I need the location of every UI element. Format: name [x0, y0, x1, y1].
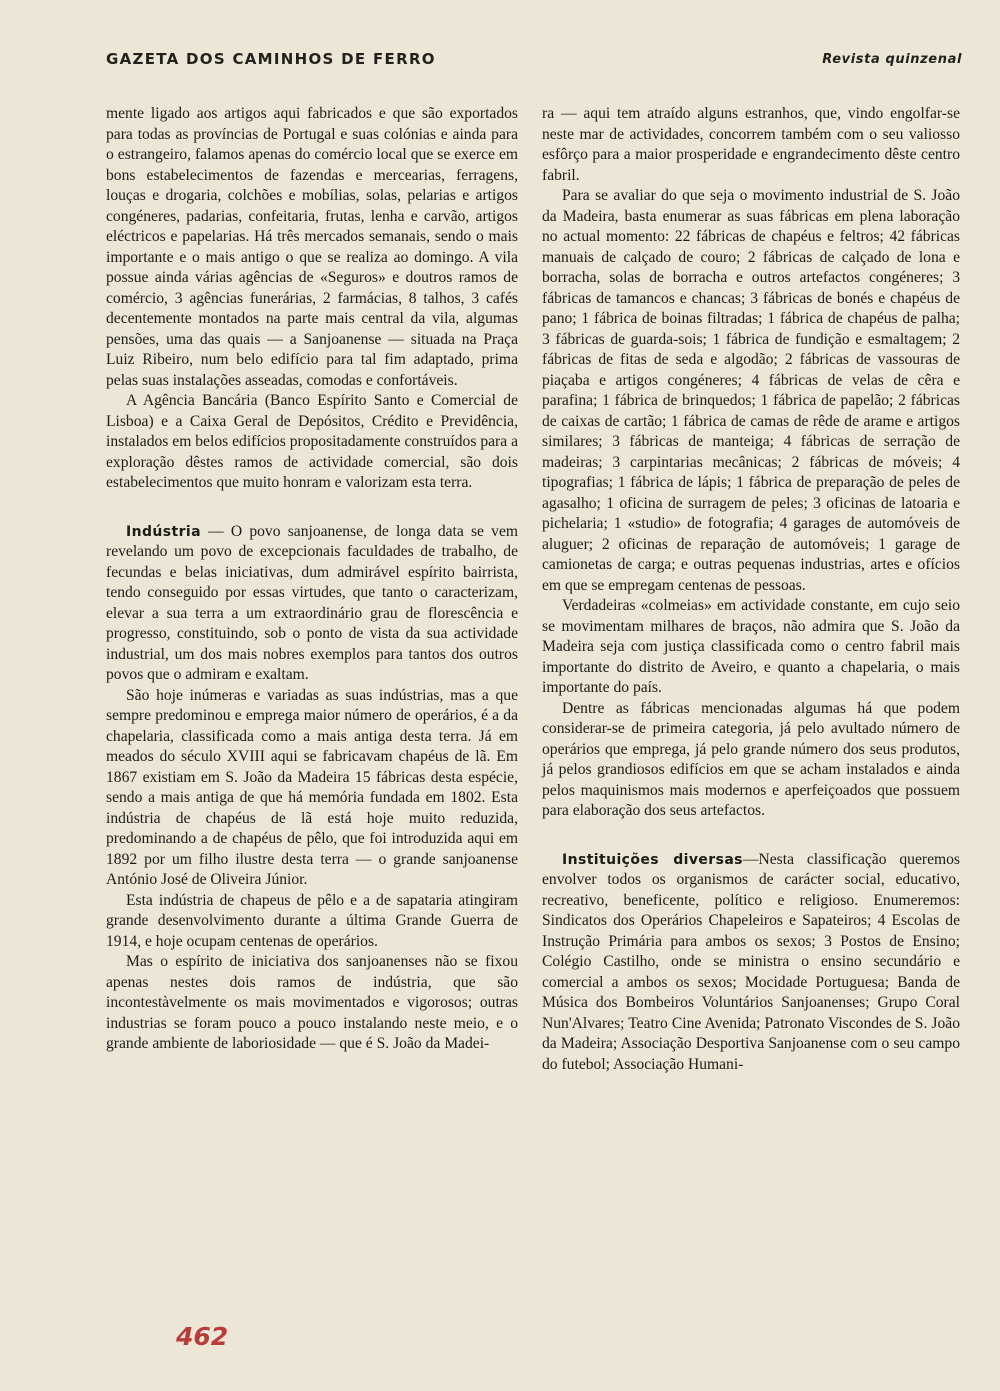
- section-heading-instituicoes: Instituições diversas: [562, 851, 743, 868]
- paragraph-banks: A Agência Bancária (Banco Espírito Santo e Comercial de Lisboa) e a Caixa Geral de Depósitos, Crédito e Previdência, instalados em belos edifícios propositadamente construídos para a exploração dêstes ramos de actividade comercial, são dois estabelecimentos que muito honram e valorizam esta terra.: [106, 392, 518, 491]
- right-column: [542, 104, 960, 1075]
- instituicoes-text: —Nesta classificação queremos envolver todos os organismos de carácter social, educativo, recreativo, beneficente, político e religioso. Enumeremos: Sindicatos dos Operários Chapeleiros e Sapateiros; 4 Escolas de Instrução Primária para ambos os sexos; 3 Postos de Ensino; Colégio Castilho, onde se ministra o ensino secundário e comercial a ambos os sexos; Mocidade Portuguesa; Banda de Música dos Bombeiros Voluntários Sanjoanenses; Grupo Coral Nun'Alvares; Teatro Cine Avenida; Patronato Viscondes de S. João da Madeira; Associação Desportiva Sanjoanense com o seu campo do futebol; Associação Humani-: [542, 850, 961, 1073]
- paragraph-commerce: mente ligado aos artigos aqui fabricados e que são exportados para todas as províncias de Portugal e suas colónias e ainda para o estrangeiro, falamos apenas do comércio local que se exerce em bons estabelecimentos de fazendas e mercearias, ferragens, louças e drogaria, colchões e mobílias, solas, pelarias e artigos congéneres, padarias, confeitaria, frutas, lenha e carvão, artigos eléctricos e papelarias. Há três mercados semanais, sendo o mais importante e o mais antigo o que se realiza ao domingo. A vila possue ainda várias agências de «Seguros» e doutros ramos de comércio, 3 agências funerárias, 2 farmácias, 8 talhos, 3 cafés decentemente montados na parte mais central da vila, algumas pensões, uma das quais — a Sanjoanense — situada na Praça Luiz Ribeiro, num belo edifício para tal fim adaptado, prima pelas suas instalações asseadas, comodas e confortáveis.: [106, 105, 518, 389]
- paragraph-continuation: ra — aqui tem atraído alguns estranhos, que, vindo engolfar-se neste mar de actividades, concorrem também com o seu valiosso esfôrço para a maior prosperidade e engrandecimento dêste centro fabril.: [542, 105, 960, 184]
- journal-subtitle: Revista quinzenal: [822, 51, 962, 67]
- page-number: 462: [176, 1322, 229, 1351]
- paragraph-industria: [106, 522, 518, 686]
- paragraph-primeira-categoria: Dentre as fábricas mencionadas algumas há que podem considerar-se de primeira categoria, já pelo avultado número de operários que emprega, já pelo grande número dos seus produtos, já pelos grandiosos edifícios em que se acham instalados e ainda pelos maquinismos mais modernos e aperfeiçoados que possuem para elaboração dos seus artefactos.: [542, 699, 960, 819]
- section-heading-industria: Indústria: [126, 523, 201, 540]
- journal-title: GAZETA DOS CAMINHOS DE FERRO: [106, 50, 436, 68]
- running-header: [106, 44, 962, 74]
- paragraph-instituicoes: [542, 850, 960, 1076]
- paragraph-chapelaria: São hoje inúmeras e variadas as suas indústrias, mas a que sempre predominou e emprega maior número de operários, é a da chapelaria, classificada como a mais antiga desta terra. Já em meados do século XVIII aqui se fabricavam chapéus de lã. Em 1867 existiam em S. João da Madeira 15 fábricas desta espécie, sendo a mais antiga de que há memória fundada em 1802. Esta indústria de chapéus de lã está hoje muito reduzida, predominando a de chapéus de pêlo, que foi introduzida aqui em 1892 por um filho ilustre desta terra — o grande sanjoanense António José de Oliveira Júnior.: [106, 686, 518, 888]
- paragraph-iniciativa: Mas o espírito de iniciativa dos sanjoanenses não se fixou apenas nestes dois ramos de indústria, que são incontestàvelmente os mais movimentados e vigorosos; outras industrias se foram pouco a pouco instalando neste meio, e o grande ambiente de laboriosidade — que é S. João da Madei-: [106, 953, 518, 1052]
- left-column: [106, 104, 518, 1055]
- paragraph-colmeias: Verdadeiras «colmeias» em actividade constante, em cujo seio se movimentam milhares de braços, não admira que S. João da Madeira seja com justiça classificada como o centro fabril mais importante do distrito de Aveiro, e quanto a chapelaria, o mais importante do país.: [542, 597, 960, 696]
- industria-text: — O povo sanjoanense, de longa data se vem revelando um povo de excepcionais faculdades de trabalho, de fecundas e belas iniciativas, dum admirável espírito bairrista, tendo conseguido por essas virtudes, que tanto o caracterizam, elevar a sua terra a um extraordinário grau de florescência e progresso, constituindo, sob o ponto de vista da sua actividade industrial, um dos mais nobres exemplos para tantos dos outros povos que o admiram e exaltam.: [106, 522, 518, 683]
- paragraph-factory-list: Para se avaliar do que seja o movimento industrial de S. João da Madeira, basta enumerar as suas fábricas em plena laboração no actual momento: 22 fábricas de chapéus e feltros; 42 fábricas manuais de calçado de couro; 2 fábricas de calçado de lona e borracha, solas de borracha e outros artefactos congéneres; 3 fábricas de tamancos e chancas; 3 fábricas de bonés e chapéus de pano; 1 fábrica de boinas filtradas; 1 fábrica de chapéus de palha; 3 fábricas de guarda-sois; 1 fábrica de fundição e esmaltagem; 2 fábricas de fitas de seda e algodão; 2 fábricas de vassouras de piaçaba e artigos congéneres; 4 fábricas de velas de cêra e parafina; 1 fábrica de brinquedos; 1 fábrica de papelão; 2 fábricas de caixas de cartão; 1 fábrica de camas de rêde de arame e artigos similares; 3 fábricas de manteiga; 4 fábricas de serração de madeiras; 3 carpintarias mecânicas; 2 fábricas de móveis; 4 tipografias; 1 fábrica de lápis; 1 fábrica de preparação de peles de agasalho; 1 oficina de surragem de peles; 3 oficinas de latoaria e pichelaria; 1 «studio» de fotografia; 4 garages de automóveis de aluguer; 2 oficinas de reparação de automóveis; 1 garage de camionetas de carga; e outras pequenas industrias, artes e ofícios em que se empregam centenas de pessoas.: [542, 187, 960, 594]
- paragraph-sapataria: Esta indústria de chapeus de pêlo e a de sapataria atingiram grande desenvolvimento durante a última Grande Guerra de 1914, e hoje ocupam centenas de operários.: [106, 891, 518, 950]
